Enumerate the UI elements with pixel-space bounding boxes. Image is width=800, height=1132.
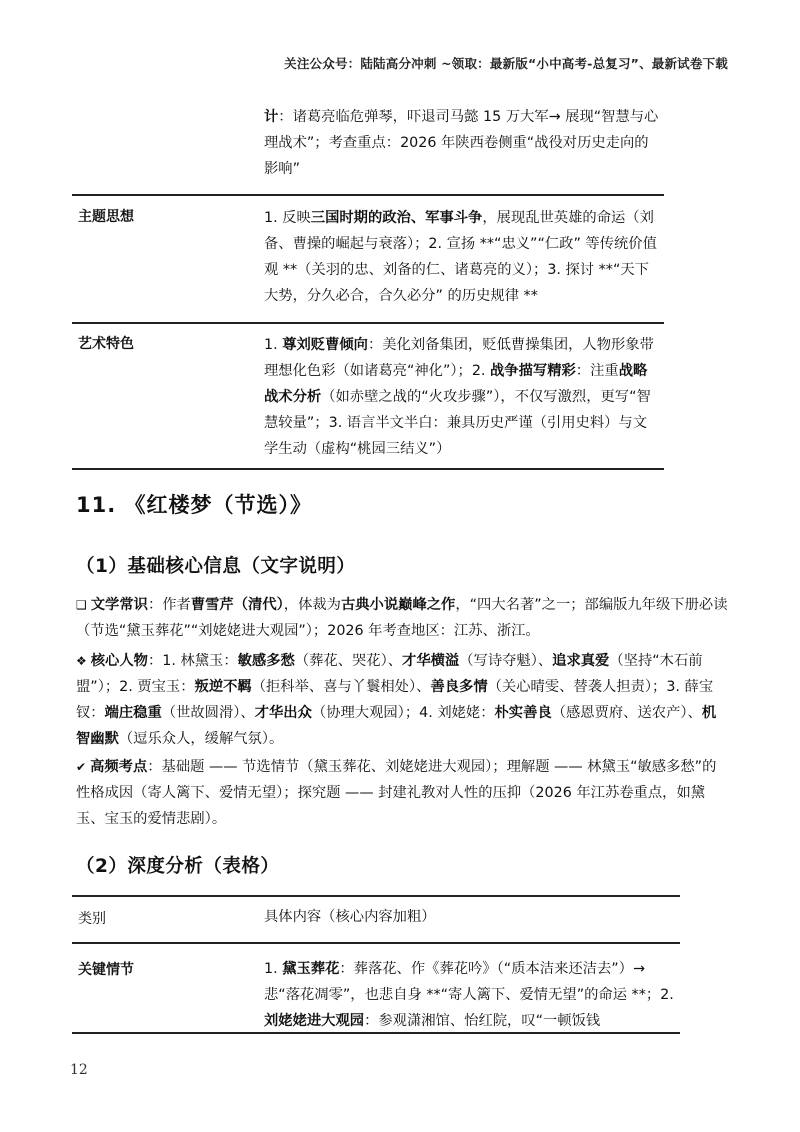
page-number: 12	[70, 1062, 88, 1078]
paragraph-literary-knowledge	[76, 592, 728, 644]
table1-row1-label: 主题思想	[78, 209, 134, 225]
subsection-2-title: （2）深度分析（表格）	[76, 856, 280, 877]
table2-header-content: 具体内容（核心内容加粗）	[264, 909, 436, 925]
paragraph-core-characters-text: 核心人物：1. 林黛玉：敏感多愁（葬花、哭花）、才华横溢（写诗夺魁）、追求真爱（坚持“木石前盟”）；2. 贾宝玉：叛逆不羁（拒科举、喜与丫鬟相处）、善良多情（关心晴雯、替袭人担责）；3. 薛宝钗：端庄稳重（世故圆滑）、才华出众（协理大观园）；4. 刘姥姥：朴实善良（感恩贾府、送农产）、机智幽默（逗乐众人，缓解气氛）。	[76, 653, 717, 747]
checkmark-bullet-icon: ✔	[76, 760, 87, 774]
table1-divider-1	[72, 194, 664, 196]
table2-row1-content: 1. 黛玉葬花：葬落花、作《葬花吟》（“质本洁来还洁去”）→ 悲“落花凋零”，也悲自身 **“寄人篱下、爱情无望”的命运 **；2. 刘姥姥进大观园：参观潇湘馆、怡红院，叹“一顿饭钱	[264, 961, 674, 1029]
table1-row1-content: 1. 反映三国时期的政治、军事斗争，展现乱世英雄的命运（刘备、曹操的崛起与衰落）；2. 宣扬 **“忠义”“仁政” 等传统价值观 **（关羽的忠、刘备的仁、诸葛亮的义）；3. 探讨 **“天下大势，分久必合，合久必分” 的历史规律 **	[264, 210, 657, 304]
table2-header-divider	[72, 942, 680, 944]
table1-bottom-border	[72, 468, 664, 470]
subsection-1-title: （1）基础核心信息（文字说明）	[76, 556, 356, 577]
table1-row0-content: 计：诸葛亮临危弹琴，吓退司马懿 15 万大军→ 展现“智慧与心理战术”；考查重点：2026 年陕西卷侧重“战役对历史走向的影响”	[264, 109, 659, 177]
paragraph-core-characters	[76, 648, 728, 752]
table2-bottom-cut	[72, 1032, 680, 1034]
diamond-bullet-icon: ❖	[76, 654, 87, 668]
table2-header-category: 类别	[78, 911, 106, 927]
paragraph-key-exam-points-text: 高频考点：基础题 —— 节选情节（黛玉葬花、刘姥姥进大观园）；理解题 —— 林黛玉“敏感多愁”的性格成因（寄人篱下、爱情无望）；探究题 —— 封建礼教对人性的压抑（2026 年江苏卷重点，如黛玉、宝玉的爱情悲剧）。	[76, 759, 717, 827]
table1-divider-2	[72, 322, 664, 324]
table2-row1-label: 关键情节	[78, 962, 134, 978]
page-header: 关注公众号：陆陆高分冲刺 ~领取：最新版“小中高考-总复习”、最新试卷下载	[284, 56, 728, 71]
table2-top-border	[72, 895, 680, 897]
section-title: 11. 《红楼梦（节选）》	[76, 493, 313, 517]
table1-row2-label: 艺术特色	[78, 336, 134, 352]
paragraph-literary-knowledge-text: 文学常识：作者曹雪芹（清代），体裁为古典小说巅峰之作，“四大名著”之一；部编版九年级下册必读（节选“黛玉葬花”“刘姥姥进大观园”）；2026 年考查地区：江苏、浙江。	[76, 597, 728, 639]
square-bullet-icon: ❑	[76, 598, 87, 612]
paragraph-key-exam-points	[76, 754, 728, 832]
table1-row2-content: 1. 尊刘贬曹倾向：美化刘备集团，贬低曹操集团，人物形象带理想化色彩（如诸葛亮“神化”）；2. 战争描写精彩：注重战略战术分析（如赤壁之战的“火攻步骤”），不仅写激烈，更写“智慧较量”；3. 语言半文半白：兼具历史严谨（引用史料）与文学生动（虚构“桃园三结义”）	[264, 337, 654, 457]
